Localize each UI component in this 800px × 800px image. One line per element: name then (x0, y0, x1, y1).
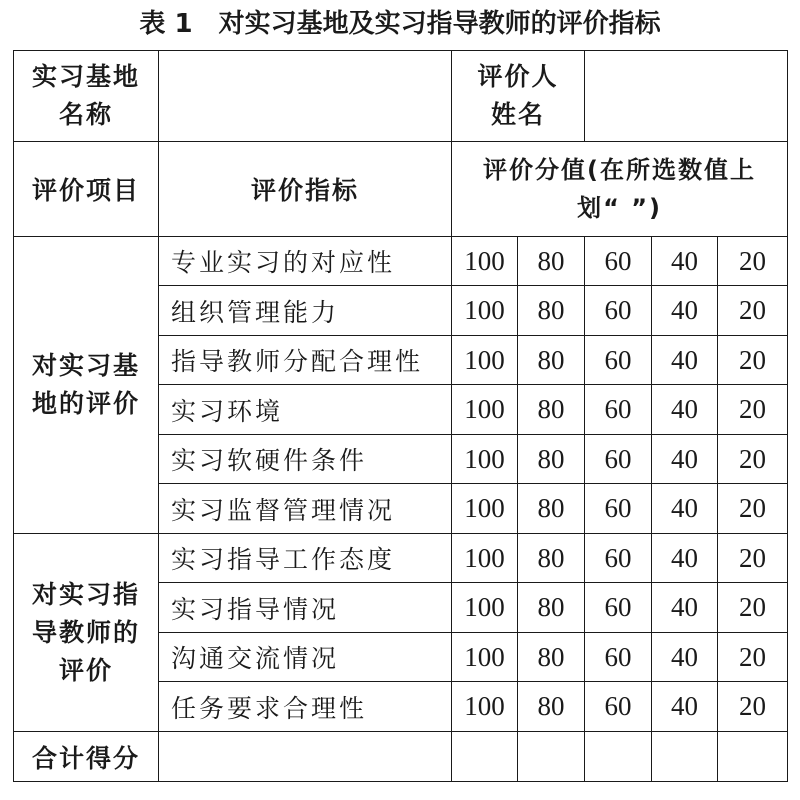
score-option[interactable]: 20 (718, 484, 788, 534)
score-option[interactable]: 20 (718, 336, 788, 385)
table-row (14, 237, 788, 286)
item-header: 评价项目 (14, 142, 159, 237)
score-option[interactable]: 80 (518, 534, 585, 583)
score-option[interactable]: 100 (452, 385, 518, 435)
score-option[interactable]: 80 (518, 435, 585, 484)
score-option[interactable]: 80 (518, 484, 585, 534)
indicator-cell: 实习软硬件条件 (159, 435, 452, 484)
evaluator-value[interactable] (585, 51, 788, 142)
score-option[interactable]: 80 (518, 336, 585, 385)
score-option[interactable]: 60 (585, 237, 652, 286)
table-number: 表 1 (139, 9, 193, 39)
score-option[interactable]: 100 (452, 682, 518, 732)
score-option[interactable]: 20 (718, 682, 788, 732)
score-option[interactable]: 100 (452, 484, 518, 534)
score-option[interactable]: 40 (652, 286, 718, 336)
total-cell[interactable] (718, 732, 788, 782)
score-option[interactable]: 40 (652, 385, 718, 435)
score-option[interactable]: 40 (652, 237, 718, 286)
score-option[interactable]: 100 (452, 435, 518, 484)
group-label: 对实习基 地的评价 (14, 237, 159, 534)
table-row (14, 732, 788, 782)
total-cell[interactable] (518, 732, 585, 782)
base-name-label: 实习基地 名称 (14, 51, 159, 142)
score-option[interactable]: 20 (718, 534, 788, 583)
score-option[interactable]: 80 (518, 633, 585, 682)
score-header: 评价分值(在所选数值上 划“ ”) (452, 142, 788, 237)
table-row (14, 142, 788, 237)
score-option[interactable]: 20 (718, 435, 788, 484)
score-option[interactable]: 60 (585, 435, 652, 484)
score-option[interactable]: 80 (518, 682, 585, 732)
score-option[interactable]: 100 (452, 286, 518, 336)
score-option[interactable]: 100 (452, 583, 518, 633)
score-option[interactable]: 40 (652, 336, 718, 385)
score-option[interactable]: 100 (452, 237, 518, 286)
score-option[interactable]: 100 (452, 534, 518, 583)
score-option[interactable]: 40 (652, 435, 718, 484)
table-row (14, 534, 788, 583)
score-option[interactable]: 20 (718, 286, 788, 336)
score-option[interactable]: 20 (718, 633, 788, 682)
score-option[interactable]: 60 (585, 633, 652, 682)
indicator-cell: 组织管理能力 (159, 286, 452, 336)
score-option[interactable]: 80 (518, 385, 585, 435)
score-option[interactable]: 40 (652, 682, 718, 732)
table-title: 对实习基地及实习指导教师的评价指标 (218, 9, 661, 39)
indicator-cell: 实习监督管理情况 (159, 484, 452, 534)
score-option[interactable]: 40 (652, 633, 718, 682)
indicator-cell: 专业实习的对应性 (159, 237, 452, 286)
total-cell[interactable] (652, 732, 718, 782)
evaluator-label: 评价人 姓名 (452, 51, 585, 142)
evaluation-table (13, 50, 788, 782)
indicator-cell: 实习指导工作态度 (159, 534, 452, 583)
indicator-cell: 任务要求合理性 (159, 682, 452, 732)
score-option[interactable]: 60 (585, 286, 652, 336)
table-row (14, 51, 788, 142)
score-option[interactable]: 20 (718, 237, 788, 286)
score-option[interactable]: 100 (452, 336, 518, 385)
score-option[interactable]: 100 (452, 633, 518, 682)
score-option[interactable]: 60 (585, 385, 652, 435)
score-option[interactable]: 40 (652, 534, 718, 583)
base-name-value[interactable] (159, 51, 452, 142)
total-cell[interactable] (159, 732, 452, 782)
indicator-cell: 指导教师分配合理性 (159, 336, 452, 385)
score-option[interactable]: 60 (585, 583, 652, 633)
score-option[interactable]: 20 (718, 583, 788, 633)
total-cell[interactable] (452, 732, 518, 782)
indicator-header: 评价指标 (159, 142, 452, 237)
score-option[interactable]: 40 (652, 583, 718, 633)
total-label: 合计得分 (14, 732, 159, 782)
group-label: 对实习指 导教师的 评价 (14, 534, 159, 732)
score-option[interactable]: 20 (718, 385, 788, 435)
table-caption (0, 6, 800, 42)
score-option[interactable]: 80 (518, 286, 585, 336)
score-option[interactable]: 60 (585, 484, 652, 534)
score-option[interactable]: 80 (518, 583, 585, 633)
indicator-cell: 沟通交流情况 (159, 633, 452, 682)
indicator-cell: 实习环境 (159, 385, 452, 435)
score-option[interactable]: 80 (518, 237, 585, 286)
score-option[interactable]: 40 (652, 484, 718, 534)
score-option[interactable]: 60 (585, 336, 652, 385)
indicator-cell: 实习指导情况 (159, 583, 452, 633)
score-option[interactable]: 60 (585, 534, 652, 583)
score-option[interactable]: 60 (585, 682, 652, 732)
total-cell[interactable] (585, 732, 652, 782)
